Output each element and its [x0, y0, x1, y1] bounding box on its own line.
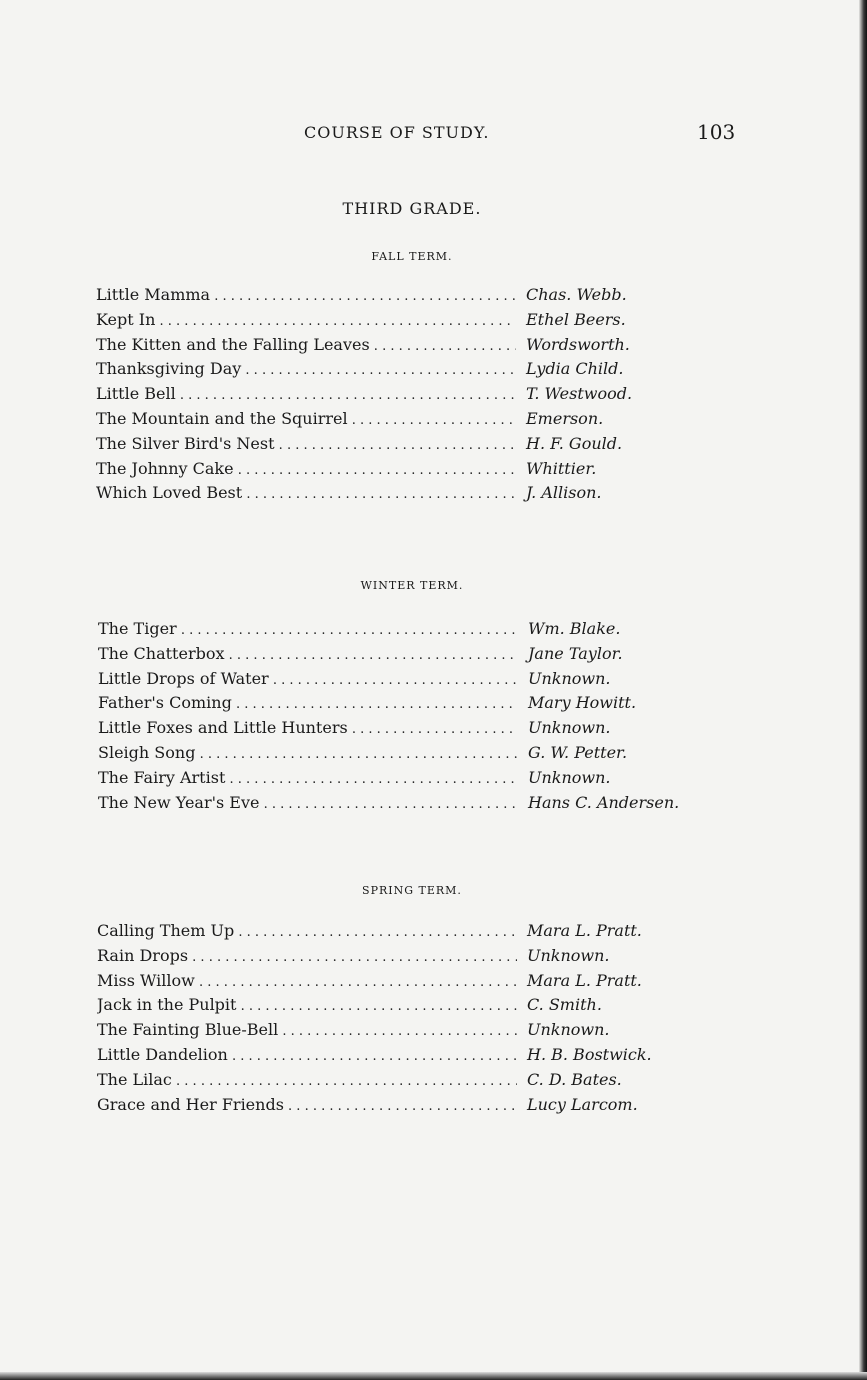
list-item	[98, 791, 718, 816]
entry-author: H. F. Gould.	[526, 433, 623, 453]
entry-title: Rain Drops . . .	[97, 944, 517, 970]
list-item	[97, 1068, 717, 1093]
entry-title: Little Foxes and Little Hunters . . .	[98, 716, 518, 742]
entry-author: Hans C. Andersen.	[528, 792, 680, 812]
list-item	[97, 919, 717, 944]
entry-title: The New Year's Eve . . .	[98, 791, 518, 817]
entry-author: Wm. Blake.	[528, 619, 621, 638]
entry-title: Jack in the Pulpit . . .	[97, 993, 517, 1019]
list-item	[96, 357, 716, 382]
entry-author: Unknown.	[527, 945, 610, 965]
entry-author: C. D. Bates.	[527, 1069, 622, 1089]
winter-term-heading: WINTER TERM.	[360, 579, 464, 592]
entry-title: Thanksgiving Day . . .	[96, 357, 516, 383]
list-item	[96, 283, 716, 308]
entry-author: J. Allison.	[526, 483, 602, 503]
entry-title: Kept In . . .	[96, 308, 516, 334]
entry-title: The Kitten and the Falling Leaves . . .	[96, 333, 516, 359]
entry-title: Which Loved Best . . .	[96, 481, 516, 507]
list-item	[97, 1093, 717, 1118]
list-item	[97, 944, 717, 969]
spring-term-list	[97, 919, 717, 1117]
list-item	[98, 642, 718, 667]
entry-author: Lydia Child.	[526, 359, 624, 379]
entry-title: Father's Coming . . .	[98, 691, 518, 717]
grade-title: THIRD GRADE.	[342, 199, 482, 218]
entry-title: The Johnny Cake . . .	[96, 457, 516, 483]
entry-title: Sleigh Song . . .	[98, 741, 518, 767]
entry-title: Calling Them Up . . .	[97, 919, 517, 945]
spring-term-heading: SPRING TERM.	[362, 884, 462, 897]
entry-author: Unknown.	[528, 767, 611, 787]
list-item	[96, 481, 716, 506]
list-item	[98, 617, 718, 642]
running-head	[0, 120, 867, 150]
list-item	[96, 407, 716, 432]
list-item	[98, 691, 718, 716]
entry-title: The Tiger . . .	[98, 617, 518, 643]
entry-author: Whittier.	[526, 458, 597, 478]
list-item	[97, 1043, 717, 1068]
scan-edge	[0, 1372, 867, 1380]
list-item	[97, 969, 717, 994]
entry-author: Unknown.	[528, 718, 611, 738]
entry-title: The Fairy Artist . . .	[98, 766, 518, 792]
entry-title: Little Mamma . . .	[96, 283, 516, 309]
entry-author: Mara L. Pratt.	[527, 921, 642, 940]
entry-author: Emerson.	[526, 408, 604, 428]
list-item	[98, 716, 718, 741]
entry-author: Mary Howitt.	[528, 693, 637, 713]
entry-author: Unknown.	[528, 668, 611, 688]
fall-term-list	[96, 283, 716, 506]
list-item	[98, 741, 718, 766]
entry-author: Wordsworth.	[526, 334, 630, 354]
list-item	[98, 667, 718, 692]
scan-edge	[859, 0, 867, 1380]
list-item	[98, 766, 718, 791]
entry-author: Mara L. Pratt.	[527, 970, 642, 990]
page-number: 103	[697, 120, 736, 144]
list-item	[96, 308, 716, 333]
entry-title: Little Bell . . .	[96, 382, 516, 408]
entry-title: Little Dandelion . . .	[97, 1043, 517, 1069]
list-item	[97, 993, 717, 1018]
fall-term-heading: FALL TERM.	[371, 250, 453, 263]
entry-title: The Chatterbox . . .	[98, 642, 518, 668]
entry-title: The Lilac . . .	[97, 1068, 517, 1094]
entry-author: Unknown.	[527, 1020, 610, 1040]
list-item	[96, 457, 716, 482]
list-item	[96, 333, 716, 358]
entry-author: T. Westwood.	[526, 384, 633, 404]
entry-author: C. Smith.	[527, 995, 602, 1015]
entry-title: Little Drops of Water . . .	[98, 667, 518, 693]
entry-author: Lucy Larcom.	[527, 1094, 638, 1114]
entry-author: G. W. Petter.	[528, 742, 628, 762]
entry-title: Miss Willow . . .	[97, 969, 517, 995]
running-title: COURSE OF STUDY.	[304, 123, 490, 142]
entry-title: The Mountain and the Squirrel . . .	[96, 407, 516, 433]
entry-title: Grace and Her Friends . . .	[97, 1093, 517, 1119]
winter-term-list	[98, 617, 718, 815]
entry-author: Ethel Beers.	[526, 309, 626, 329]
entry-author: H. B. Bostwick.	[527, 1044, 652, 1064]
entry-author: Jane Taylor.	[528, 643, 623, 663]
list-item	[96, 382, 716, 407]
list-item	[96, 432, 716, 457]
entry-title: The Silver Bird's Nest . . .	[96, 432, 516, 458]
list-item	[97, 1018, 717, 1043]
entry-title: The Fainting Blue-Bell . . .	[97, 1018, 517, 1044]
entry-author: Chas. Webb.	[526, 285, 627, 304]
